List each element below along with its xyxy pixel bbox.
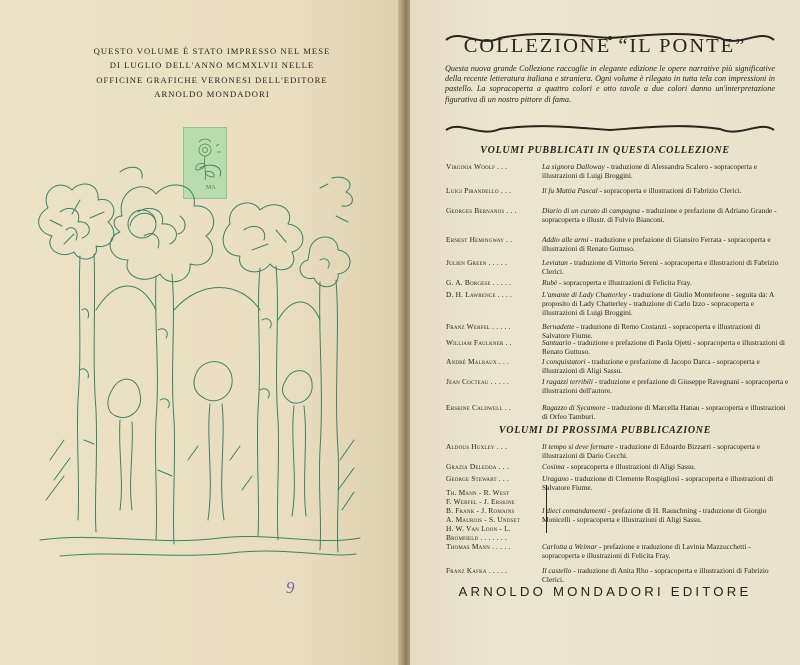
- section-forthcoming-heading: VOLUMI DI PROSSIMA PUBBLICAZIONE: [498, 425, 712, 436]
- entry-description: [542, 258, 790, 276]
- entry-title: I ragazzi terribili: [542, 377, 593, 386]
- entry-title: Diario di un curato di campagna: [542, 206, 640, 215]
- imprint-line: DI LUGLIO DELL'ANNO MCMXLVII NELLE: [109, 60, 315, 71]
- entry-author: F. Werfel - J. Erskine: [446, 497, 516, 506]
- entry-detail: - traduzione e prefazione di Jacopo Darca - sopracoperta e illustrazioni di Aligi Sassu.: [542, 357, 760, 375]
- entry-title: Cosima: [542, 462, 565, 471]
- entry-detail: - prefazione e traduzione di Lavinia Mazzucchetti - sopracoperta e illustrazioni di Felicita Fray.: [542, 542, 751, 560]
- entry-author: Franz Werfel . . . . .: [446, 322, 511, 331]
- section-published-heading: VOLUMI PUBBLICATI IN QUESTA COLLEZIONE: [480, 145, 730, 156]
- entry-title: Santuario: [542, 338, 572, 347]
- entry-description: [542, 278, 790, 287]
- entry-author: Franz Kafka . . . . .: [446, 566, 508, 575]
- entry-author: George Stewart . . .: [446, 474, 510, 483]
- entry-description: [542, 290, 790, 317]
- entry-description: [542, 474, 790, 492]
- entry-description: [542, 206, 790, 224]
- entry-detail: - sopracoperta e illustrazioni di Aligi Sassu.: [564, 462, 696, 471]
- entry-description: [542, 442, 790, 460]
- entry-detail: - traduzione di Edoardo Bizzarri - sopracoperta e illustrazioni di Dario Cecchi.: [542, 442, 761, 460]
- entry-detail: - traduzione e prefazione di Adriano Grande - sopracoperta e illustr. di Fulvio Bianconi.: [542, 206, 777, 224]
- entry-title: L'amante di Lady Chatterley: [542, 290, 627, 299]
- entry-author: Jean Cocteau . . . . .: [446, 377, 510, 386]
- entry-title: Rubè: [542, 278, 558, 287]
- entry-detail: - traduzione di Anita Rho - sopracoperta e illustrazioni di Fabrizio Clerici.: [542, 566, 769, 584]
- entry-description: [542, 186, 790, 195]
- entry-detail: - traduzione di Alessandra Scalero - sopracoperta e illustrazioni di Luigi Broggini.: [542, 162, 758, 180]
- entry-author: Th. Mann - R. West: [446, 488, 510, 497]
- entry-title: I dieci comandamenti: [542, 506, 607, 515]
- entry-title: Il fu Mattia Pascal: [542, 186, 598, 195]
- entry-detail: - sopracoperta e illustrazioni di Fabrizio Clerici.: [597, 186, 742, 195]
- entry-author: Virginia Woolf . . .: [446, 162, 508, 171]
- entry-title: Il castello: [542, 566, 572, 575]
- entry-author: Julien Green . . . . .: [446, 258, 507, 267]
- entry-author: G. A. Borgese . . . . .: [446, 278, 512, 287]
- entry-description: [542, 403, 790, 421]
- entry-description: [542, 506, 790, 524]
- entry-title: Carlotta a Weimar: [542, 542, 598, 551]
- entry-detail: - traduzione e prefazione di Paola Ojetti - sopracoperta e illustrazioni di Renato Guttuso.: [542, 338, 785, 356]
- entry-title: Il tempo si deve fermare: [542, 442, 614, 451]
- entry-detail: - traduzione e prefazione di Giansiro Ferrata - sopracoperta e illustrazioni di Renato Guttuso.: [542, 235, 771, 253]
- colophon-imprint: [62, 44, 362, 102]
- entry-author: A. Maurois - S. Undset: [446, 515, 521, 524]
- ink-sketch-illustration: [20, 160, 380, 580]
- entry-title: La signora Dalloway: [542, 162, 605, 171]
- entry-description: [542, 357, 790, 375]
- entry-title: I conquistatori: [542, 357, 586, 366]
- entry-author: Georges Bernanos . . .: [446, 206, 517, 215]
- entry-detail: - sopracoperta e illustrazioni di Felicita Fray.: [557, 278, 692, 287]
- ornament-divider-icon: [440, 120, 780, 140]
- entry-detail: - traduzione e prefazione di Giuseppe Ravegnani - sopracoperta e illustrazioni dell'autore.: [542, 377, 789, 395]
- entry-author: Aldous Huxley . . .: [446, 442, 508, 451]
- entry-description: [542, 162, 790, 180]
- entry-author: B. Frank - J. Romains: [446, 506, 515, 515]
- entry-description: [542, 338, 790, 356]
- page-number: 9: [286, 578, 295, 597]
- entry-author: Thomas Mann . . . . .: [446, 542, 511, 551]
- imprint-line: ARNOLDO MONDADORI: [154, 89, 270, 100]
- imprint-line: QUESTO VOLUME È STATO IMPRESSO NEL MESE: [93, 46, 331, 56]
- stamp-text: MA: [206, 185, 216, 191]
- entry-description: [542, 566, 790, 584]
- entry-detail: - traduzione di Clemente Rospigliosi - sopracoperta e illustrazioni di Salvatore Fiume.: [542, 474, 774, 492]
- entry-detail: - traduzione di Remo Costanzi - sopracoperta e illustrazioni di Salvatore Fiume.: [542, 322, 761, 340]
- entry-author: Ernest Hemingway . .: [446, 235, 513, 244]
- entry-title: Bernadette: [542, 322, 575, 331]
- entry-description: [542, 542, 790, 560]
- publisher-name: ARNOLDO MONDADORI EDITORE: [458, 584, 752, 599]
- right-page: [410, 0, 800, 665]
- entry-description: [542, 377, 790, 395]
- entry-author: D. H. Lawrence . . . .: [446, 290, 513, 299]
- entry-detail: - traduzione di Giulio Monteleone - seguita da: A proposito di Lady Chatterley - traduzione di Carlo Izzo - sopracoperta e illustrazioni di Luigi Broggini.: [542, 290, 774, 317]
- entry-description: [542, 462, 790, 471]
- entry-author: Erskine Caldwell . .: [446, 403, 511, 412]
- entry-title: Ragazzo di Sycamore: [542, 403, 606, 412]
- entry-title: Addio alle armi: [542, 235, 589, 244]
- imprint-line: OFFICINE GRAFICHE VERONESI DELL'EDITORE: [96, 74, 328, 85]
- group-brace: [542, 485, 547, 533]
- entry-author: H. W. Van Loon - L.: [446, 524, 511, 533]
- entry-detail: - traduzione di Marcella Hanau - sopracoperta e illustrazioni di Orfeo Tamburi.: [542, 403, 786, 421]
- entry-author: Grazia Deledda . . .: [446, 462, 509, 471]
- collection-title: COLLEZIONE “IL PONTE”: [463, 35, 747, 57]
- entry-title: Leviatan: [542, 258, 568, 267]
- collection-intro: Questa nuova grande Collezione raccoglie in elegante edizione le opere narrative più significative della recente letteratura italiana e straniera. Ogni volume è rilegato in tutta tela con impressioni in pastello. La sopracoperta a quattro colori e otto tavole a due colori danno un'interpretazione figurativa di un nostro pittore di fama.: [445, 64, 775, 104]
- entry-detail: - prefazione di H. Rauschning - traduzione di Giorgio Monicelli - sopracoperta e illustrazioni di Aligi Sassu.: [542, 506, 767, 524]
- entry-author: William Faulkner . .: [446, 338, 512, 347]
- entry-title: Uragano: [542, 474, 569, 483]
- entry-author: Bromfield . . . . . . .: [446, 533, 507, 542]
- entry-description: [542, 235, 790, 253]
- entry-detail: - traduzione di Vittorio Sereni - sopracoperta e illustrazioni di Fabrizio Clerici.: [542, 258, 779, 276]
- entry-author: Luigi Pirandello . . .: [446, 186, 512, 195]
- entry-author: André Malraux . . .: [446, 357, 510, 366]
